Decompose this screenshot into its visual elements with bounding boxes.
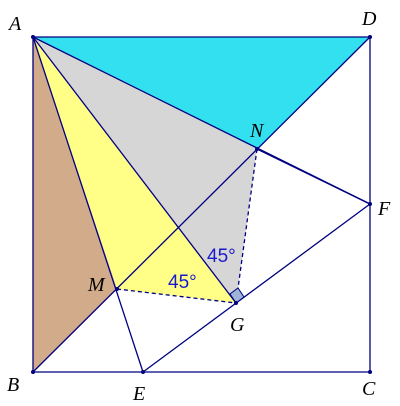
angle-label-left: 45°: [168, 272, 197, 293]
point-E: [141, 370, 145, 374]
point-M: [115, 287, 119, 291]
segment-NF: [257, 149, 370, 204]
point-B: [31, 370, 35, 374]
point-D: [368, 35, 372, 39]
label-A: A: [9, 13, 22, 35]
label-F: F: [378, 198, 391, 220]
point-A: [31, 35, 35, 39]
label-G: G: [230, 314, 245, 336]
point-F: [368, 202, 372, 206]
label-N: N: [250, 120, 264, 142]
label-C: C: [362, 378, 376, 400]
angle-label-right: 45°: [207, 246, 236, 267]
label-E: E: [133, 383, 146, 405]
point-G: [234, 301, 238, 305]
label-B: B: [7, 374, 20, 396]
label-M: M: [88, 274, 105, 296]
point-C: [368, 370, 372, 374]
label-D: D: [362, 8, 377, 30]
point-N: [255, 147, 259, 151]
